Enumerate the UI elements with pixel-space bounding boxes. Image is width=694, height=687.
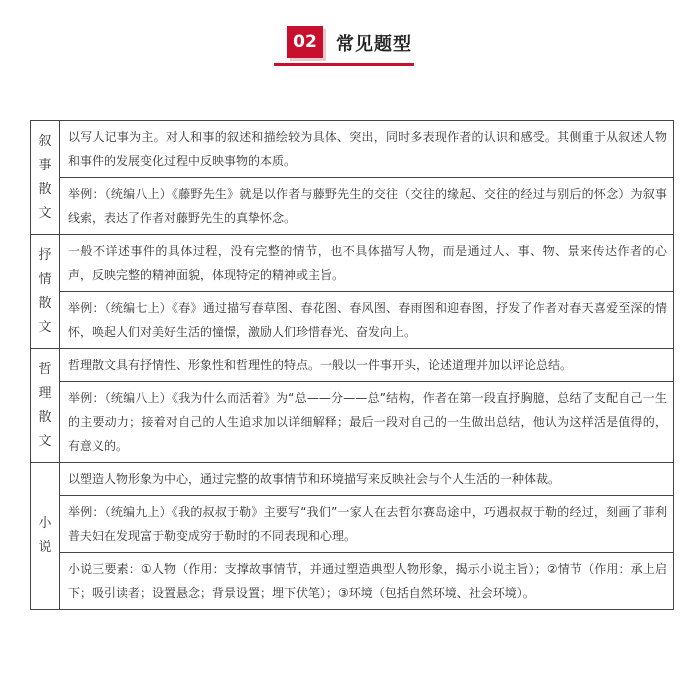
category-char: 文 [38, 205, 52, 221]
description-cell: 以写人记事为主。对人和事的叙述和描绘较为具体、突出，同时多表现作者的认识和感受。其侧重于从叙述人物和事件的发展变化过程中反映事物的本质。 [60, 121, 674, 178]
category-char: 哲 [38, 361, 52, 377]
category-char: 文 [38, 433, 52, 449]
genre-table [30, 120, 674, 610]
category-label [31, 358, 59, 454]
category-char: 抒 [38, 247, 52, 263]
description-cell: 哲理散文具有抒情性、形象性和哲理性的特点。一般以一件事开头，论述道理并加以评论总结。 [60, 349, 674, 382]
table-row [31, 235, 674, 292]
category-char: 说 [38, 540, 52, 555]
title-underline [274, 63, 414, 66]
table-row [31, 178, 674, 235]
category-char: 理 [38, 385, 52, 401]
category-char: 小 [38, 516, 52, 531]
elements-cell: 小说三要素：①人物（作用：支撑故事情节，并通过塑造典型人物形象，揭示小说主旨）；②情节（作用：承上启下；吸引读者；设置悬念；背景设置；埋下伏笔）；③环境（包括自然环境、社会环境）。 [60, 553, 674, 610]
example-cell: 举例：（统编七上）《春》通过描写春草图、春花图、春风图、春雨图和迎春图，抒发了作者对春天喜爱至深的情怀，唤起人们对美好生活的憧憬，激励人们珍惜春光、奋发向上。 [60, 292, 674, 349]
category-char: 散 [38, 181, 52, 197]
category-cell [31, 463, 60, 610]
table-row [31, 553, 674, 610]
category-char: 散 [38, 409, 52, 425]
table-row [31, 349, 674, 382]
category-char: 叙 [38, 133, 52, 149]
table-row [31, 496, 674, 553]
section-number-badge: 02 [287, 26, 323, 58]
table-row [31, 463, 674, 496]
category-char: 散 [38, 295, 52, 311]
category-label [31, 512, 59, 560]
category-cell [31, 349, 60, 463]
table-row [31, 382, 674, 463]
category-char: 情 [38, 271, 52, 287]
description-cell: 以塑造人物形象为中心，通过完整的故事情节和环境描写来反映社会与个人生活的一种体裁。 [60, 463, 674, 496]
example-cell: 举例：（统编九上）《我的叔叔于勒》主要写“我们”一家人在去哲尔赛岛途中，巧遇叔叔于勒的经过，刻画了菲利普夫妇在发现富于勒变成穷于勒时的不同表现和心理。 [60, 496, 674, 553]
category-cell [31, 121, 60, 235]
category-char: 事 [38, 157, 52, 173]
table-row [31, 121, 674, 178]
category-label [31, 130, 59, 226]
category-label [31, 244, 59, 340]
category-cell [31, 235, 60, 349]
example-cell: 举例：（统编八上）《藤野先生》就是以作者与藤野先生的交往（交往的缘起、交往的经过与别后的怀念）为叙事线索，表达了作者对藤野先生的真挚怀念。 [60, 178, 674, 235]
section-title: 常见题型 [336, 34, 412, 55]
example-cell: 举例：（统编八上）《我为什么而活着》为“总——分——总”结构，作者在第一段直抒胸臆，总结了支配自己一生的主要动力；接着对自己的人生追求加以详细解释；最后一段对自己的一生做出总结，他认为这样活是值得的，有意义的。 [60, 382, 674, 463]
section-header [274, 26, 414, 68]
table-row [31, 292, 674, 349]
description-cell: 一般不详述事件的具体过程，没有完整的情节，也不具体描写人物，而是通过人、事、物、景来传达作者的心声，反映完整的精神面貌，体现特定的精神或主旨。 [60, 235, 674, 292]
category-char: 文 [38, 319, 52, 335]
